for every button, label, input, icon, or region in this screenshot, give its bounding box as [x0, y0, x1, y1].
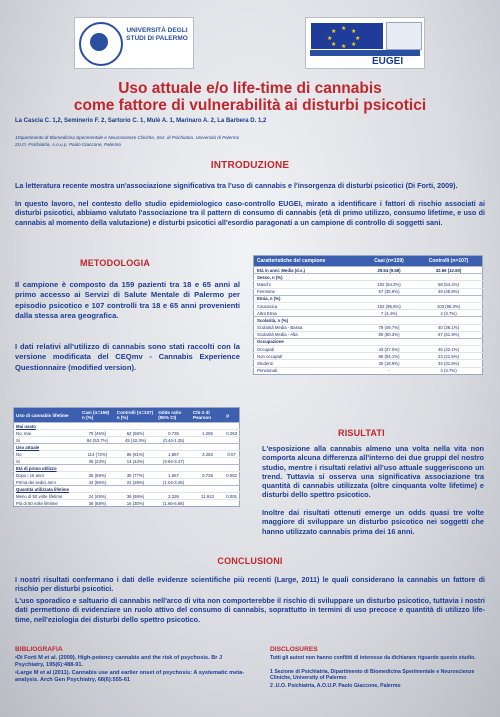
table-row	[254, 360, 483, 367]
table-row	[254, 274, 483, 281]
table-cell: Scolarità Media - Bassa	[254, 324, 363, 331]
table-row	[254, 310, 483, 317]
table-cell: 114 (72%)	[80, 451, 115, 458]
table-cell: No	[14, 451, 81, 458]
table-cell: 22 (28%)	[115, 479, 156, 486]
table-cell: 35 (77%)	[115, 472, 156, 479]
affiliation-1: 1Dipartimento di Biomedicina Sperimentale e Neuroscienze Cliniche, Sez. di Psichiatria, Università di Palermo	[15, 135, 240, 140]
table-cell: 102 (64.2%)	[363, 281, 415, 288]
table-cell: 4 (3.7%)	[415, 310, 482, 317]
table-row	[254, 288, 483, 295]
disclosures-item-1: Tutti gli autori non hanno conflitti di interesse da dichiarare riguardo questo studio.	[270, 655, 476, 661]
table-cell: Dopo i 16 anni	[14, 472, 81, 479]
table-group-label: Età di primo utilizzo	[14, 465, 240, 472]
methods-heading: METODOLOGIA	[80, 258, 151, 268]
table-cell	[224, 500, 239, 507]
table-header: Odds ratio (95% CI)	[156, 408, 191, 423]
table-row	[254, 367, 483, 374]
table-cell: 45 (42.1%)	[415, 346, 482, 353]
table-row	[254, 324, 483, 331]
table-cell: 29.54 (9.58)	[363, 267, 415, 274]
table-row	[14, 430, 240, 437]
table-row	[254, 281, 483, 288]
table-row	[14, 437, 240, 444]
table-cell	[191, 458, 224, 465]
university-name: UNIVERSITÀ DEGLI STUDI DI PALERMO	[126, 27, 188, 42]
university-logo	[74, 17, 194, 69]
table-cell: Scolarità Media - Alta	[254, 331, 363, 338]
eugei-wordmark: EUGEI	[372, 56, 404, 67]
eugei-logo	[305, 17, 425, 69]
university-seal-icon	[79, 22, 123, 66]
table-cell: Studenti	[254, 360, 363, 367]
results-heading: RISULTATI	[338, 428, 385, 438]
table-cell: 79 (49.7%)	[363, 324, 415, 331]
table-cell: (1.04-3.45)	[156, 479, 191, 486]
table-group-label: Uso attuale	[14, 444, 240, 451]
table-row	[254, 353, 483, 360]
table-cell: 0.07	[224, 451, 239, 458]
table-cell: 3.283	[191, 451, 224, 458]
table-cell: 45 (42.3%)	[115, 437, 156, 444]
authors: La Cascia C. 1,2, Seminerio F. 2, Sartorio C. 1, Mulè A. 1, Marinaro A. 2, La Barbera D. 1,2	[15, 118, 267, 124]
table-cell: 23 (21.5%)	[415, 353, 482, 360]
table-cell: 11.913	[191, 493, 224, 500]
table-cell	[191, 437, 224, 444]
table-row	[14, 458, 240, 465]
table-row	[254, 346, 483, 353]
table-header: Chi-2 di Pearson	[191, 408, 224, 423]
table-cell: 80 (50.3%)	[363, 331, 415, 338]
table-cell: Pensionati	[254, 367, 363, 374]
table-row	[14, 423, 240, 430]
table-cell: No, mai	[14, 430, 81, 437]
table-cell: 30 (18.9%)	[363, 360, 415, 367]
poster-title-line-2: come fattore di vulnerabilità ai disturbi psicotici	[73, 97, 427, 114]
table-cell: 7 (4.4%)	[363, 310, 415, 317]
table-row	[254, 302, 483, 309]
table-cell: 84 (53.7%)	[80, 437, 115, 444]
table-row	[254, 317, 483, 324]
disclosures-heading: DISCLOSURES	[270, 646, 318, 653]
table-group-label: Occupazione	[254, 338, 483, 345]
poster-title-line-1: Uso attuale e/o life-time di cannabis	[118, 80, 382, 97]
table-cell: 57 (35.8%)	[363, 288, 415, 295]
table-cell: Caucasica	[254, 302, 363, 309]
table-header: Caratteristiche del campione	[254, 256, 363, 267]
table-cell: 49 (45.8%)	[415, 288, 482, 295]
intro-paragraph-1: La letteratura recente mostra un'associazione significativa tra l'uso di cannabis e l'insorgenza di disturbi psicotici (Di Forti, 2009).	[15, 181, 458, 190]
table-group-label: Scolarità, n (%)	[254, 317, 483, 324]
methods-paragraph-1: Il campione è composto da 159 pazienti tra 18 e 65 anni al primo accesso ai Servizi di Salute Mentale di Palermo per episodio psicotico e 107 controlli tra 18 e 65 anni provenienti dalla stessa area geografica.	[15, 280, 240, 321]
partner-badge-icon	[386, 22, 422, 50]
table-cell: 36 (68%)	[80, 500, 115, 507]
table-header: Uso di cannabis lifetime	[14, 408, 81, 423]
table-cell: 36 (69%)	[115, 493, 156, 500]
intro-heading: INTRODUZIONE	[210, 160, 290, 171]
affiliation-2: 2U.O. Psichiatria, A.o.u.p. Paolo Giaccone, Palermo	[15, 142, 122, 147]
table-group-label: Mai usato	[14, 423, 240, 430]
table-cell: Età in anni: Media (d.s.)	[254, 267, 363, 274]
table-group-label: Quantità utilizzata lifetime	[14, 486, 240, 493]
table-row	[254, 295, 483, 302]
table-cell: 40 (38.1%)	[415, 324, 482, 331]
table-cell: (1.66-6.66)	[156, 500, 191, 507]
results-paragraph-2: Inoltre dai risultati ottenuti emerge un odds quasi tre volte maggiore di sviluppare un disturbo psicotico nei soggetti che hanno utilizzato cannabis prima dei 16 anni.	[262, 508, 484, 536]
methods-paragraph-2: I dati relativi all'utilizzo di cannabis sono stati raccolti con la versione modificata del CEQmv - Cannabis Experience Questionnaire (modified version).	[15, 342, 240, 372]
table-cell	[224, 458, 239, 465]
table-header: Casi (n=159)	[363, 256, 415, 267]
table-cell: 62 (58%)	[115, 430, 156, 437]
table-row	[14, 465, 240, 472]
conclusions-paragraph-2: L'uso sporadico e saltuario di cannabis nell'arco di vita non comporterebbe il rischio di sviluppare un disturbo psicotico, tuttavia i nostri dati permettono di evidenziare un ruolo attivo del consumo di cannabis, soprattutto in termini di uso precoce e quantità di utilizzo life-time, nell'eziologia dei disturbi dello spettro psicotico.	[15, 596, 485, 624]
table-row	[254, 267, 483, 274]
table-cell: 0.062	[224, 472, 239, 479]
table-header-row	[254, 256, 483, 267]
table-row	[14, 472, 240, 479]
table-cell: 58 (54.2%)	[415, 281, 482, 288]
table-cell: Occupati	[254, 346, 363, 353]
table-cell: 1.667	[156, 472, 191, 479]
table-cell: 14 (13%)	[115, 458, 156, 465]
table-group-label: Sesso, n (%)	[254, 274, 483, 281]
table-cell: 36 (23%)	[80, 458, 115, 465]
table-cell: Si	[14, 458, 81, 465]
table-row	[14, 451, 240, 458]
table-cell: Più di 50 volte lifetime	[14, 500, 81, 507]
table-cell: Maschi	[254, 281, 363, 288]
table-row	[14, 500, 240, 507]
table-cell: 103 (96.3%)	[415, 302, 482, 309]
table-cell: 86 (54.1%)	[363, 353, 415, 360]
table-row	[254, 338, 483, 345]
table-cell: 75 (46%)	[80, 430, 115, 437]
table-cell: Meno di 50 volte lifetime	[14, 493, 81, 500]
table-cell: 43 (27.0%)	[363, 346, 415, 353]
disclosures-item-2: 1 Sezione di Psichiatria, Dipartimento di Biomedicina Sperimentale e Neuroscienze Cliniche, University of Palermo	[270, 669, 475, 682]
table-cell: 86 (81%)	[115, 451, 156, 458]
table-header: p	[224, 408, 239, 423]
table-cell: 32.66 (12.60)	[415, 267, 482, 274]
table-row	[254, 331, 483, 338]
table-cell: 44 (56%)	[80, 479, 115, 486]
table-cell: 24 (49%)	[80, 493, 115, 500]
bibliography-item-2: •Large M et al (2011). Cannabis use and earlier onset of psychosis: A systematic meta-analysis. Arch Gen Psychiatry, 68(6):555-61	[15, 670, 245, 683]
table-row	[14, 444, 240, 451]
table-cell	[224, 437, 239, 444]
table-header: Casi (n=159) n (%)	[80, 408, 115, 423]
table-cell: Prima dei sedici anni	[14, 479, 81, 486]
table-cell: 0.735	[156, 430, 191, 437]
table-cell: 0.263	[224, 430, 239, 437]
intro-paragraph-2: In questo lavoro, nel contesto dello studio epidemiologico caso-controllo EUGEI, mirato a identificare i fattori di rischio associati ai disturbi psicotici, abbiamo valutato l'associazione tra il pattern di consumo di cannabis (età di primo utilizzo, consumo lifetime, e uso di cannabis al momento della valutazione) e disturbi psicotici all'esordio paragonati a un campione di controllo di soggetti sani.	[15, 199, 485, 227]
table-cell: Femmine	[254, 288, 363, 295]
table-cell: 0.001	[224, 493, 239, 500]
table-header-row	[14, 408, 240, 423]
table-cell: 67 (61.9%)	[415, 331, 482, 338]
table-cell: Si	[14, 437, 81, 444]
table-row	[14, 493, 240, 500]
bibliography-item-1: •Di Forti M et al. (2009). High-potency cannabis and the risk of psychosis. Br J Psychiatry, 195(6):488-91.	[15, 655, 223, 668]
table-cell: 3.326	[156, 493, 191, 500]
sample-characteristics-table	[253, 255, 483, 375]
table-row	[14, 479, 240, 486]
table-cell: Altra Etnia	[254, 310, 363, 317]
table-header: Controlli (n=107)	[415, 256, 482, 267]
table-cell	[224, 479, 239, 486]
table-cell	[191, 479, 224, 486]
cannabis-use-table	[13, 407, 240, 507]
table-group-label: Etnia, n (%)	[254, 295, 483, 302]
disclosures-item-3: 2 .U.O. Psichiatria, A.O.U.P. Paolo Giaccone, Palermo	[270, 683, 401, 689]
table-cell: 34 (31.8%)	[415, 360, 482, 367]
results-paragraph-1: L'esposizione alla cannabis almeno una volta nella vita non comporta alcuna differenza all'interno dei due gruppi del nostro studio, mentre i risultati relativi all'uso attuale suggeriscono un trend. Tuttavia si osserva una significativa associazione tra quantità di cannabis utilizzata (oltre cinquanta volte lifetime) e disturbi dello spettro psicotico.	[262, 444, 484, 500]
table-cell: 1.887	[156, 451, 191, 458]
banner-stripe	[310, 50, 420, 56]
table-row	[14, 486, 240, 493]
eu-flag-icon: ★ ★ ★ ★ ★ ★ ★ ★	[310, 22, 384, 50]
table-cell: -	[363, 367, 415, 374]
table-cell: 4 (3.7%)	[415, 367, 482, 374]
conclusions-paragraph-1: I nostri risultati confermano i dati delle evidenze scientifiche più recenti (Large, 2011) le quali considerano la cannabis un fattore di rischio per disturbi psicotici.	[15, 575, 485, 594]
bibliography-heading: BIBLIOGRAFIA	[15, 646, 63, 653]
table-header: Controlli (n=107) n (%)	[115, 408, 156, 423]
table-cell: 16 (30%)	[115, 500, 156, 507]
table-cell: (0.94-3.47)	[156, 458, 191, 465]
conclusions-heading: CONCLUSIONI	[217, 556, 283, 566]
table-cell: 1.255	[191, 430, 224, 437]
table-cell	[191, 500, 224, 507]
table-cell: (0.44-1.25)	[156, 437, 191, 444]
table-cell: 152 (95.6%)	[363, 302, 415, 309]
table-cell: Non occupati	[254, 353, 363, 360]
table-cell: 0.729	[191, 472, 224, 479]
table-cell: 35 (59%)	[80, 472, 115, 479]
